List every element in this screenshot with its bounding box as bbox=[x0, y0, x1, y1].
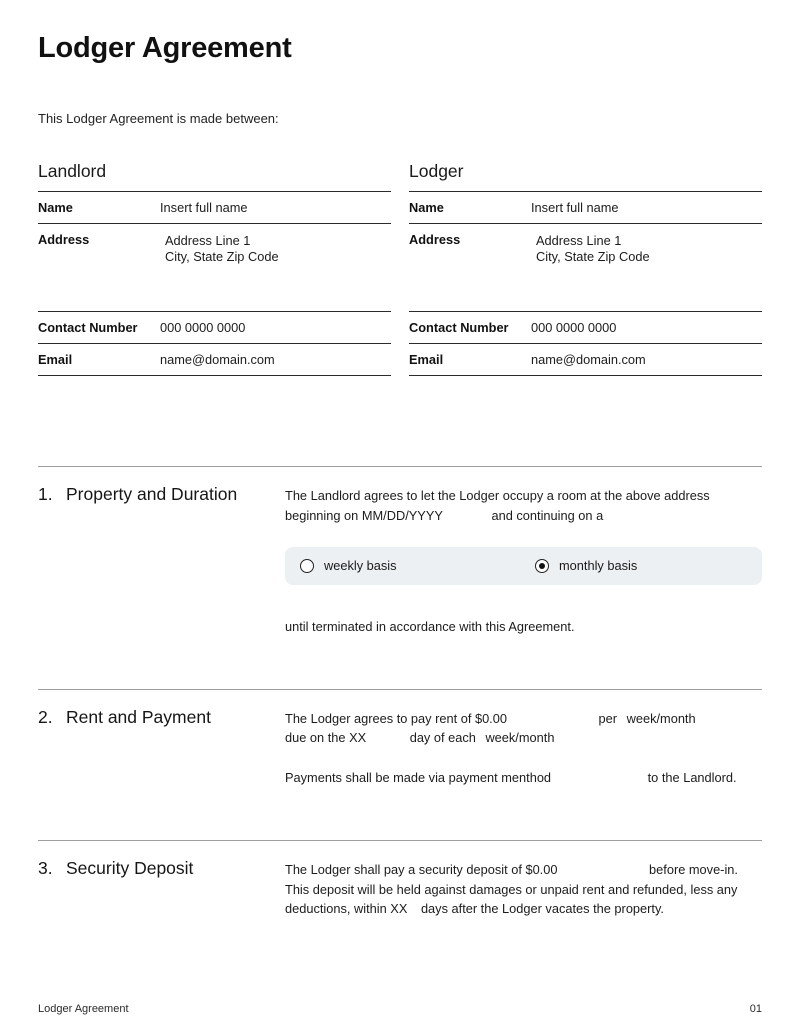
lodger-heading: Lodger bbox=[409, 161, 762, 192]
section-2-line-3: Payments shall be made via payment menthod to the Landlord. bbox=[285, 769, 737, 785]
address-line-1[interactable]: Address Line 1 bbox=[165, 233, 251, 248]
due-period-placeholder[interactable]: week/month bbox=[485, 730, 555, 745]
section-2-heading bbox=[38, 707, 285, 788]
section-security-deposit bbox=[38, 840, 762, 919]
section-3-line-3: deductions, within XX days after the Lodger vacates the property. bbox=[285, 901, 664, 916]
lodger-name-value[interactable]: Insert full name bbox=[531, 200, 619, 215]
name-label: Name bbox=[409, 200, 444, 215]
section-rent-and-payment bbox=[38, 689, 762, 841]
lodger-email-value[interactable]: name@domain.com bbox=[531, 352, 646, 367]
section-1-line-1: The Landlord agrees to let the Lodger occupy a room at the above address bbox=[285, 488, 710, 503]
lodger-name-row bbox=[409, 192, 762, 224]
section-3-body bbox=[285, 858, 762, 919]
landlord-heading: Landlord bbox=[38, 161, 391, 192]
lodger-section bbox=[409, 161, 762, 376]
address-line-2[interactable]: City, State Zip Code bbox=[165, 249, 279, 264]
landlord-email-row bbox=[38, 344, 391, 376]
email-label: Email bbox=[38, 352, 73, 367]
rent-period-placeholder[interactable]: week/month bbox=[626, 710, 696, 726]
weekly-basis-radio[interactable] bbox=[300, 556, 535, 576]
rental-basis-radio-group bbox=[285, 547, 762, 585]
contact-number-label: Contact Number bbox=[38, 320, 138, 335]
section-2-line-2: due on the XX day of each week/month bbox=[285, 730, 555, 745]
section-3-number: 3. bbox=[38, 858, 53, 878]
section-1-number: 1. bbox=[38, 484, 53, 504]
section-1-line-3: until terminated in accordance with this Agreement. bbox=[285, 619, 575, 634]
start-date-placeholder[interactable]: MM/DD/YYYY bbox=[361, 507, 443, 523]
section-3-heading bbox=[38, 858, 285, 919]
section-property-and-duration bbox=[38, 466, 762, 689]
section-1-body bbox=[285, 484, 762, 637]
email-label: Email bbox=[409, 352, 444, 367]
payment-method-placeholder[interactable]: payment menthod bbox=[448, 769, 552, 785]
lodger-email-row bbox=[409, 344, 762, 376]
refund-days-placeholder[interactable]: XX bbox=[390, 901, 408, 916]
intro-text: This Lodger Agreement is made between: bbox=[38, 111, 279, 126]
monthly-basis-label: monthly basis bbox=[559, 558, 638, 574]
due-day-placeholder[interactable]: XX bbox=[349, 730, 367, 745]
landlord-contact-row bbox=[38, 312, 391, 344]
lodger-contact-value[interactable]: 000 0000 0000 bbox=[531, 320, 617, 335]
address-line-2[interactable]: City, State Zip Code bbox=[536, 249, 650, 264]
section-2-body bbox=[285, 707, 762, 788]
footer-page-number: 01 bbox=[749, 1003, 762, 1015]
landlord-address-row bbox=[38, 224, 391, 312]
rent-amount-placeholder[interactable]: $0.00 bbox=[474, 710, 507, 726]
landlord-name-value[interactable]: Insert full name bbox=[160, 200, 248, 215]
deposit-amount-placeholder[interactable]: $0.00 bbox=[525, 862, 558, 877]
landlord-name-row bbox=[38, 192, 391, 224]
address-label: Address bbox=[38, 232, 90, 247]
landlord-email-value[interactable]: name@domain.com bbox=[160, 352, 275, 367]
radio-unselected-icon[interactable] bbox=[300, 559, 314, 573]
address-line-1[interactable]: Address Line 1 bbox=[536, 233, 622, 248]
radio-selected-icon[interactable] bbox=[535, 559, 549, 573]
lodger-address-value[interactable] bbox=[531, 232, 650, 303]
page-title: Lodger Agreement bbox=[38, 32, 292, 64]
landlord-contact-value[interactable]: 000 0000 0000 bbox=[160, 320, 246, 335]
name-label: Name bbox=[38, 200, 73, 215]
contact-number-label: Contact Number bbox=[409, 320, 509, 335]
section-2-title: Rent and Payment bbox=[66, 706, 211, 727]
section-3-title: Security Deposit bbox=[66, 858, 194, 878]
section-3-line-1: The Lodger shall pay a security deposit of $0.00 before move-in. bbox=[285, 862, 738, 877]
section-1-line-2: beginning on MM/DD/YYYY and continuing on a bbox=[285, 507, 604, 523]
footer-doc-name: Lodger Agreement bbox=[38, 1003, 129, 1015]
monthly-basis-radio[interactable] bbox=[535, 556, 637, 576]
section-1-title: Property and Duration bbox=[66, 484, 238, 504]
section-1-heading bbox=[38, 484, 285, 637]
landlord-section bbox=[38, 161, 391, 376]
weekly-basis-label: weekly basis bbox=[324, 558, 397, 574]
agreement-sections bbox=[38, 466, 762, 919]
section-3-line-2: This deposit will be held against damages or unpaid rent and refunded, less any bbox=[285, 881, 738, 897]
lodger-address-row bbox=[409, 224, 762, 312]
page-footer bbox=[38, 1003, 762, 1015]
landlord-address-value[interactable] bbox=[160, 232, 279, 303]
parties-tables bbox=[38, 161, 762, 376]
section-2-line-1: The Lodger agrees to pay rent of $0.00 per week/month bbox=[285, 710, 696, 726]
lodger-contact-row bbox=[409, 312, 762, 344]
section-2-number: 2. bbox=[38, 706, 53, 727]
address-label: Address bbox=[409, 232, 461, 247]
